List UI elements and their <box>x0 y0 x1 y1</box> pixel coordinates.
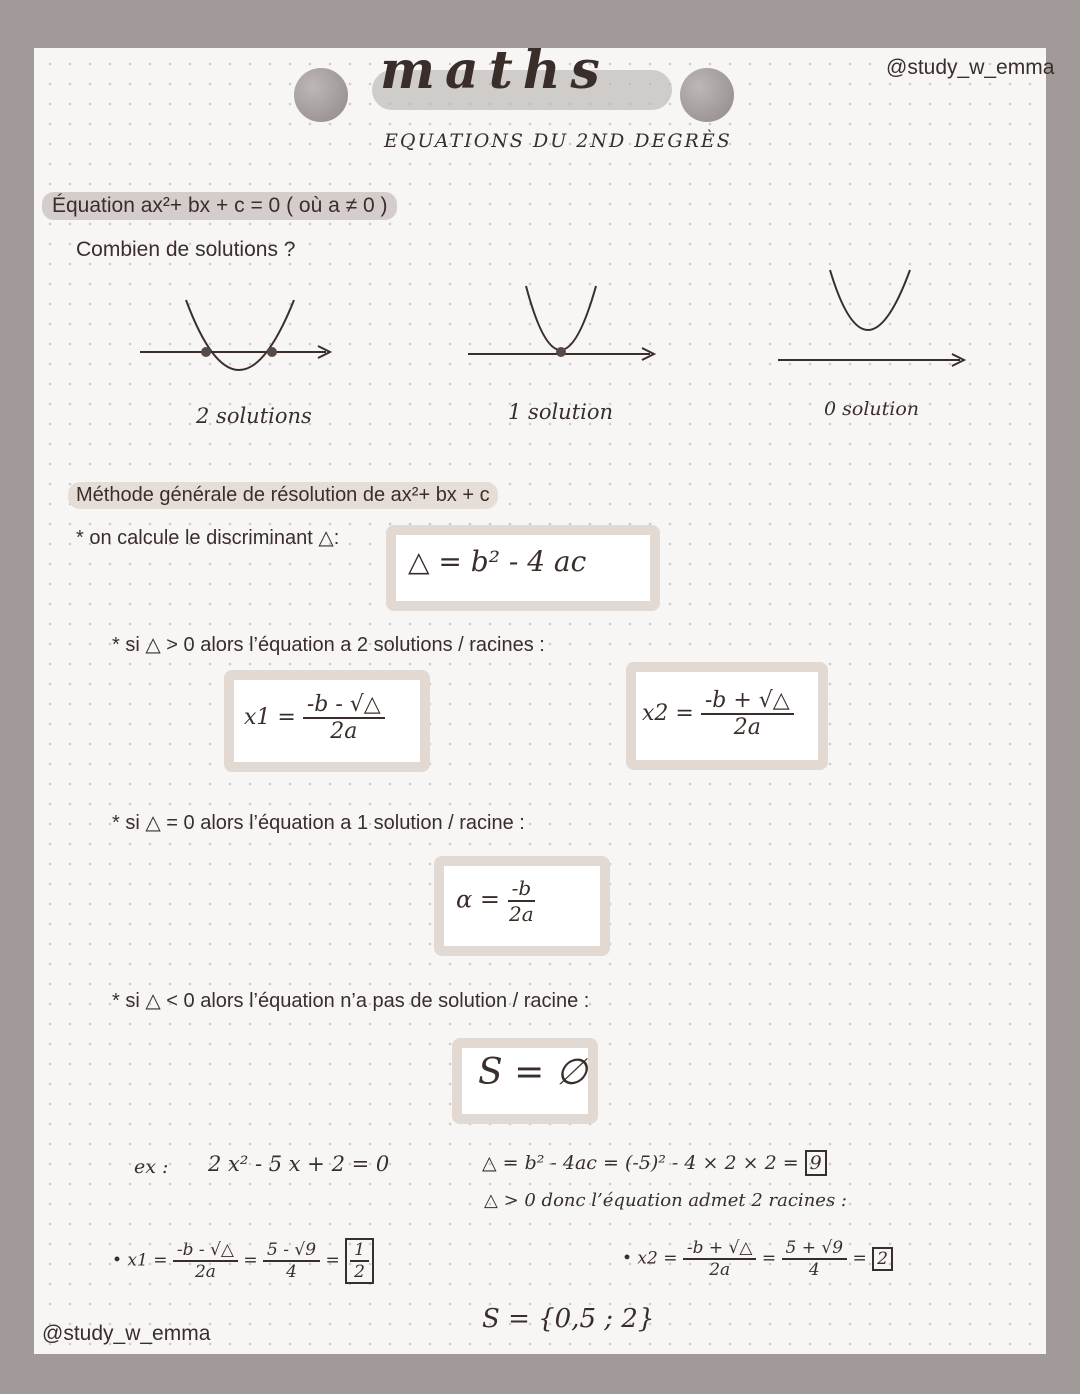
example-x1-prefix: • x1 = <box>112 1250 168 1271</box>
graph-no-root <box>778 270 964 366</box>
delta-computation <box>482 1152 827 1174</box>
graph-one-root <box>468 286 654 360</box>
example-x2-prefix: • x2 = <box>622 1248 678 1269</box>
example-x1-den: 2a <box>194 1262 216 1282</box>
delta-line: △ = b² - 4ac = (-5)² - 4 × 2 × 2 = <box>482 1152 799 1174</box>
case-zero-text: si △ = 0 alors l’équation a 1 solution / racine : <box>125 812 525 834</box>
section2-heading: Méthode générale de résolution de ax²+ bx + c <box>68 482 498 509</box>
example-x1-sub-den: 4 <box>286 1262 297 1282</box>
example-x2-sub-den: 4 <box>808 1260 820 1280</box>
discriminant-intro: * on calcule le discriminant △: <box>76 527 340 549</box>
x1-denominator: 2a <box>330 719 358 744</box>
x2-label: x2 = <box>642 701 694 726</box>
alpha-label: α = <box>456 885 500 914</box>
handle-bottom: @study_w_emma <box>42 1322 211 1345</box>
discriminant-intro-text: on calcule le discriminant △: <box>89 527 340 549</box>
x2-formula <box>642 688 794 740</box>
example-label: ex : <box>134 1156 169 1178</box>
handle-top: @study_w_emma <box>886 56 1055 79</box>
case-positive: * si △ > 0 alors l’équation a 2 solutions / racines : <box>112 634 545 656</box>
graph-label-one: 1 solution <box>508 400 614 424</box>
example-x2-num: -b + √△ <box>683 1238 757 1260</box>
delta-value: 9 <box>805 1150 827 1176</box>
graph-two-roots <box>140 300 330 370</box>
x2-denominator: 2a <box>733 715 761 740</box>
graph-label-zero: 0 solution <box>824 398 920 420</box>
case-positive-text: si △ > 0 alors l’équation a 2 solutions / racines : <box>125 634 545 656</box>
x1-numerator: -b - √△ <box>303 692 385 719</box>
example-x2-sub-num: 5 + √9 <box>782 1238 848 1260</box>
graph-label-two: 2 solutions <box>196 404 312 428</box>
example-x1-num: -b - √△ <box>173 1240 238 1262</box>
x2-numerator: -b + √△ <box>701 688 794 715</box>
case-negative: * si △ < 0 alors l’équation n’a pas de solution / racine : <box>112 990 590 1012</box>
example-x1-sub-num: 5 - √9 <box>263 1240 320 1262</box>
example-x1-result-den: 2 <box>354 1262 365 1282</box>
case-zero: * si △ = 0 alors l’équation a 1 solution / racine : <box>112 812 525 834</box>
x1-formula <box>244 692 385 744</box>
solution-set: S = {0,5 ; 2} <box>482 1304 655 1334</box>
example-x2-den: 2a <box>709 1260 731 1280</box>
delta-conclusion: △ > 0 donc l’équation admet 2 racines : <box>484 1190 847 1211</box>
example-equation: 2 x² - 5 x + 2 = 0 <box>208 1152 390 1176</box>
example-x1-result-num: 1 <box>350 1240 369 1262</box>
section1-question: Combien de solutions ? <box>76 238 296 261</box>
example-x2: • x2 = $\frac{-b + √\triangle}{2a}$ = $\frac{5 + √9}{4}$ = 2 <box>622 1238 893 1280</box>
case-negative-text: si △ < 0 alors l’équation n’a pas de solution / racine : <box>125 990 590 1012</box>
section1-heading: Équation ax²+ bx + c = 0 ( où a ≠ 0 ) <box>42 192 397 220</box>
page-title: maths <box>380 40 610 101</box>
alpha-formula <box>456 876 535 926</box>
discriminant-formula: △ = b² - 4 ac <box>408 545 587 578</box>
x1-label: x1 = <box>244 705 296 730</box>
alpha-numerator: -b <box>508 876 536 902</box>
page-subtitle: EQUATIONS DU 2ND DEGRÈS <box>384 130 732 152</box>
example-x2-result: 2 <box>872 1247 893 1271</box>
empty-set: S = ∅ <box>478 1052 588 1093</box>
example-x1: • x1 = $\frac{-b - √\triangle}{2a}$ = $\frac{5 - √9}{4}$ = $\frac{1}{2}$ <box>112 1238 374 1284</box>
alpha-denominator: 2a <box>509 902 534 926</box>
